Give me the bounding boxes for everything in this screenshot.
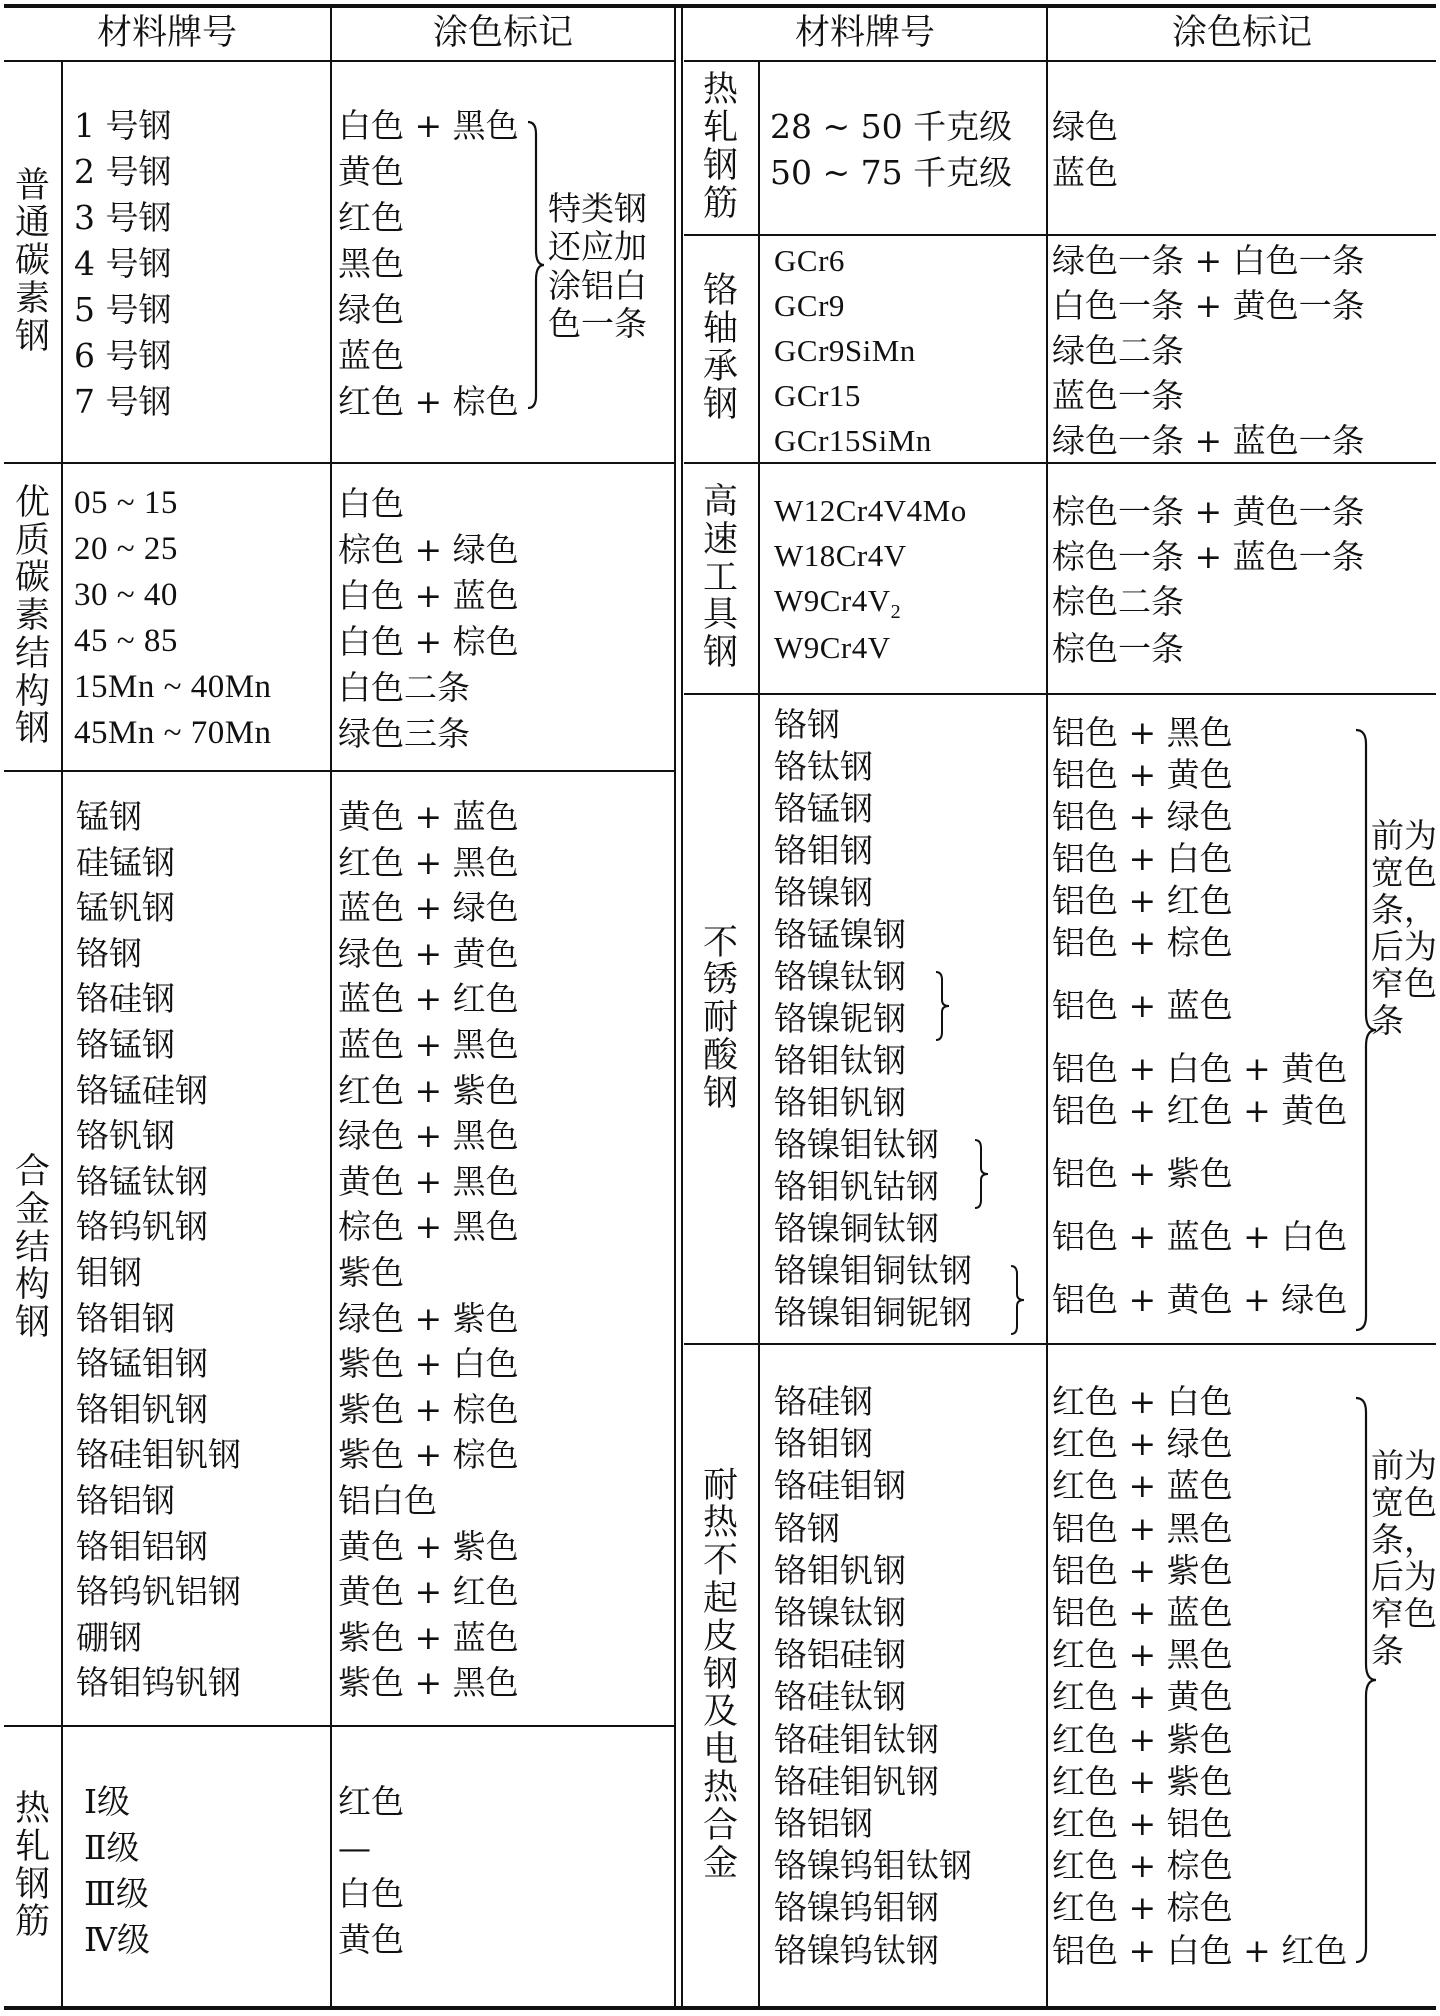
grade-cell: 6 号钢: [74, 336, 172, 375]
grade-cell: 铬锰钛钢: [76, 1161, 208, 1201]
grade-cell: 铬硅钛钢: [774, 1677, 906, 1717]
mark-cell: 白色二条: [338, 668, 470, 707]
pair-brace: [1009, 1264, 1027, 1336]
grade-cell: GCr9SiMn: [774, 333, 916, 368]
grade-cell: 45 ~ 85: [74, 623, 178, 659]
mark-cell: 绿色: [1052, 107, 1118, 146]
mark-cell: 白色 + 棕色: [338, 622, 519, 661]
right-section-rule: [684, 234, 1436, 236]
mark-cell: 紫色 + 棕色: [338, 1435, 519, 1475]
grade-cell: 铬钼钢: [76, 1298, 175, 1338]
grade-cell: 2 号钢: [74, 152, 172, 191]
left-grade-divider: [330, 4, 332, 2008]
grade-cell: 铬镍钛钢: [774, 957, 906, 996]
grade-cell: 铬锰硅钢: [76, 1070, 208, 1110]
mark-cell: 棕色一条: [1052, 629, 1184, 668]
mark-cell: 铝色 + 白色: [1052, 839, 1233, 878]
mark-cell: 蓝色: [338, 336, 404, 375]
center-double-rule-a: [674, 4, 676, 2008]
note-line: 色一条: [548, 303, 647, 343]
grade-cell: 铬镍钼铜钛钢: [774, 1251, 972, 1290]
category-text: 普 通 碳 素 钢: [14, 165, 50, 357]
grade-cell: 7 号钢: [74, 382, 172, 421]
category-label: [683, 695, 758, 1343]
mark-cell: 铝色 + 黑色: [1052, 713, 1233, 752]
grade-cell: 铬钨钒铝钢: [76, 1572, 241, 1612]
mark-cell: 白色: [338, 1874, 404, 1913]
mark-cell: 铝色 + 黄色 + 绿色: [1052, 1280, 1348, 1319]
note-line: 还应加: [548, 227, 647, 267]
header-mark-right: 涂色标记: [1171, 13, 1312, 53]
category-label: [4, 464, 61, 770]
mark-cell: 黑色: [338, 244, 404, 283]
mark-cell: 红色: [338, 198, 404, 237]
mark-cell: 铝色 + 紫色: [1052, 1550, 1233, 1590]
grade-cell: Ⅱ级: [84, 1828, 140, 1867]
mark-cell: 铝色 + 棕色: [1052, 923, 1233, 962]
right-grade-divider: [1046, 4, 1048, 2008]
mark-cell: 红色 + 绿色: [1052, 1424, 1233, 1464]
mark-cell: 紫色: [338, 1253, 404, 1292]
mark-cell: 绿色 + 紫色: [338, 1298, 519, 1338]
mark-cell: 紫色 + 黑色: [338, 1663, 519, 1703]
mark-cell: 黄色 + 红色: [338, 1572, 519, 1612]
mark-cell: 红色 + 棕色: [1052, 1846, 1233, 1886]
category-text: 合 金 结 构 钢: [14, 1152, 50, 1344]
top-border: [4, 4, 1436, 8]
grade-cell: 铬铝钢: [76, 1481, 175, 1520]
grade-cell: 铬钢: [774, 1508, 840, 1548]
mark-cell: 紫色 + 白色: [338, 1344, 519, 1384]
mark-cell: 蓝色: [1052, 153, 1118, 192]
grade-cell: 铬镍钨钼钢: [774, 1888, 939, 1928]
grade-cell: Ⅲ级: [84, 1874, 149, 1913]
grade-cell: 铬硅钢: [76, 979, 175, 1019]
grade-cell: 锰钒钢: [76, 888, 175, 928]
mark-cell: 黄色: [338, 1920, 404, 1959]
grade-cell: 铬钼钒钢: [774, 1550, 906, 1590]
mark-cell: 棕色 + 黑色: [338, 1207, 519, 1247]
mark-cell: 红色 + 紫色: [1052, 1719, 1233, 1759]
grade-cell: 铬锰钢: [774, 789, 873, 828]
grade-cell: Ⅰ级: [84, 1782, 131, 1821]
grade-cell: Ⅳ级: [84, 1920, 150, 1959]
mark-cell: 铝色 + 黑色: [1052, 1508, 1233, 1548]
grade-cell: 铬镍钼铜铌钢: [774, 1293, 972, 1332]
pair-brace: [934, 970, 952, 1042]
mark-cell: 红色: [338, 1782, 404, 1821]
grade-cell: 铬硅钼钢: [774, 1466, 906, 1506]
mark-cell: 白色 + 黑色: [338, 106, 519, 145]
grade-cell: 45Mn ~ 70Mn: [74, 715, 272, 751]
grade-cell: 铬镍钛钢: [774, 1593, 906, 1632]
grade-cell: 铬镍钨钼钛钢: [774, 1846, 972, 1886]
category-text: 热 轧 钢 筋: [702, 70, 738, 224]
mark-cell: 黄色 + 蓝色: [338, 797, 519, 836]
mark-cell: 红色 + 蓝色: [1052, 1466, 1233, 1506]
grade-cell: W9Cr4V: [774, 630, 891, 665]
grade-cell: 铬钼钒钢: [774, 1083, 906, 1122]
right-section-rule: [684, 693, 1436, 695]
mark-cell: 铝色 + 黄色: [1052, 755, 1233, 794]
grade-cell: 铬锰镍钢: [774, 915, 906, 954]
grade-cell: GCr6: [774, 243, 845, 278]
category-text: 优 质 碳 素 结 构 钢: [14, 482, 50, 750]
note-text: 前为宽色条，后为窄色条: [1371, 816, 1437, 1040]
grade-cell: 4 号钢: [74, 244, 172, 283]
grade-cell: 铬钢: [774, 705, 840, 744]
grade-subscript: 2: [890, 601, 902, 624]
mark-cell: 绿色二条: [1052, 331, 1184, 370]
grade-cell: 铬钢: [76, 933, 142, 973]
mark-cell: 红色 + 棕色: [338, 382, 519, 421]
grade-cell: 5 号钢: [74, 290, 172, 329]
category-text: 热 轧 钢 筋: [14, 1788, 50, 1943]
category-label: [683, 62, 758, 234]
category-text: 不 锈 耐 酸 钢: [702, 922, 738, 1114]
grade-cell: 钼钢: [76, 1253, 142, 1292]
note-line: 涂铝白: [548, 265, 647, 305]
grade-cell: 铬钨钒钢: [76, 1207, 208, 1247]
mark-cell: 铝色 + 绿色: [1052, 797, 1233, 836]
mark-cell: 绿色: [338, 290, 404, 329]
grade-cell: 铬钼钢: [774, 1424, 873, 1464]
header-rule-left: [4, 60, 676, 62]
group-brace: [526, 120, 546, 410]
mark-cell: 红色 + 白色: [1052, 1382, 1233, 1421]
mark-cell: 紫色 + 蓝色: [338, 1617, 519, 1657]
left-cat-divider: [61, 62, 63, 2008]
mark-cell: —: [338, 1828, 371, 1867]
mark-cell: 白色一条 + 黄色一条: [1052, 286, 1365, 325]
grade-cell: 铬镍钢: [774, 873, 873, 912]
mark-cell: 铝色 + 蓝色 + 白色: [1052, 1217, 1348, 1256]
left-section-rule: [4, 462, 676, 464]
grade-cell: 铬钼铝钢: [76, 1526, 208, 1566]
grade-cell: 28 ~ 50 千克级: [770, 107, 1013, 146]
grade-cell: [774, 585, 901, 622]
mark-cell: 红色 + 黑色: [1052, 1635, 1233, 1675]
grade-cell: 铬镍铌钢: [774, 999, 906, 1038]
grade-cell: 05 ~ 15: [74, 485, 178, 521]
grade-cell: 铬硅钼钛钢: [774, 1719, 939, 1759]
grade-cell: 铬钒钢: [76, 1116, 175, 1156]
mark-cell: 绿色三条: [338, 714, 470, 753]
mark-cell: 铝色 + 红色 + 黄色: [1052, 1091, 1348, 1130]
grade-cell: 15Mn ~ 40Mn: [74, 669, 272, 705]
grade-cell: 铬钼钢: [774, 831, 873, 870]
grade-cell: GCr9: [774, 288, 845, 323]
category-label: [683, 1345, 758, 2006]
grade-cell: 铬钼钒钴钢: [774, 1167, 939, 1206]
note-line: 特类钢: [548, 189, 647, 228]
mark-cell: 棕色一条 + 黄色一条: [1052, 492, 1365, 531]
grade-cell: 铬镍钼钛钢: [774, 1125, 939, 1164]
grade-cell: 硅锰钢: [76, 842, 175, 882]
grade-cell: 铬硅钼钒钢: [76, 1435, 241, 1475]
grade-cell: 20 ~ 25: [74, 531, 178, 567]
mark-cell: 绿色一条 + 白色一条: [1052, 241, 1365, 280]
grade-cell: 铬硅钼钒钢: [774, 1761, 939, 1801]
mark-cell: 白色: [338, 484, 404, 523]
category-label: [4, 772, 61, 1725]
grade-base: W9Cr4V: [774, 583, 891, 618]
grade-cell: 铬镍铜钛钢: [774, 1209, 939, 1248]
mark-cell: 绿色一条 + 蓝色一条: [1052, 421, 1365, 460]
grade-cell: 铬铝钢: [774, 1804, 873, 1843]
mark-cell: 黄色: [338, 152, 404, 191]
mark-cell: 红色 + 棕色: [1052, 1888, 1233, 1928]
right-section-rule: [684, 462, 1436, 464]
note-text: 前为宽色条，后为窄色条: [1371, 1446, 1437, 1670]
category-text: 铬 轴 承 钢: [702, 271, 738, 425]
mark-cell: 红色 + 铝色: [1052, 1804, 1233, 1843]
header-mark-left: 涂色标记: [432, 13, 573, 53]
mark-cell: 铝白色: [338, 1481, 437, 1520]
stripe-note: [1371, 816, 1437, 1040]
mark-cell: 棕色一条 + 蓝色一条: [1052, 537, 1365, 576]
mark-cell: 铝色 + 紫色: [1052, 1154, 1233, 1193]
grade-cell: GCr15: [774, 378, 861, 413]
mark-cell: 蓝色 + 黑色: [338, 1025, 519, 1064]
mark-cell: 红色 + 黑色: [338, 842, 519, 882]
grade-cell: 铬锰钼钢: [76, 1344, 208, 1384]
mark-cell: 绿色 + 黑色: [338, 1116, 519, 1156]
grade-cell: 3 号钢: [74, 198, 172, 237]
left-section-rule: [4, 770, 676, 772]
grade-cell: 铬钼钨钒钢: [76, 1663, 241, 1703]
grade-cell: 1 号钢: [74, 106, 172, 145]
bottom-border: [4, 2006, 1436, 2010]
mark-cell: 绿色 + 黄色: [338, 933, 519, 973]
header-rule-right: [684, 60, 1436, 62]
left-section-rule: [4, 1725, 676, 1727]
category-text: 高 速 工 具 钢: [702, 482, 738, 674]
right-cat-divider: [758, 62, 760, 2008]
mark-cell: 棕色 + 绿色: [338, 530, 519, 569]
grade-cell: 铬硅钢: [774, 1382, 873, 1421]
grade-cell: 锰钢: [76, 797, 142, 836]
mark-cell: 蓝色 + 红色: [338, 979, 519, 1019]
grade-cell: W18Cr4V: [774, 538, 907, 573]
stripe-note: [1371, 1446, 1437, 1670]
mark-cell: 铝色 + 蓝色: [1052, 986, 1233, 1025]
mark-cell: 黄色 + 黑色: [338, 1161, 519, 1201]
mark-cell: 蓝色 + 绿色: [338, 888, 519, 928]
grade-cell: 硼钢: [76, 1617, 142, 1657]
header-grade-left: 材料牌号: [96, 13, 237, 53]
mark-cell: 铝色 + 红色: [1052, 881, 1233, 920]
pair-brace: [973, 1138, 991, 1210]
grade-cell: 30 ~ 40: [74, 577, 178, 613]
grade-cell: 铬锰钢: [76, 1025, 175, 1064]
grade-cell: 铬铝硅钢: [774, 1635, 906, 1675]
special-steel-note: [548, 190, 647, 343]
mark-cell: 黄色 + 紫色: [338, 1526, 519, 1566]
category-label: [683, 236, 758, 462]
category-label: [4, 62, 61, 462]
grade-cell: 铬镍钨钛钢: [774, 1930, 939, 1970]
mark-cell: 铝色 + 白色 + 红色: [1052, 1930, 1348, 1970]
mark-cell: 铝色 + 蓝色: [1052, 1593, 1233, 1632]
mark-cell: 红色 + 黄色: [1052, 1677, 1233, 1717]
category-label: [4, 1727, 61, 2006]
mark-cell: 棕色二条: [1052, 582, 1184, 621]
mark-cell: 白色 + 蓝色: [338, 576, 519, 615]
category-label: [683, 464, 758, 693]
grade-cell: 铬钼钒钢: [76, 1389, 208, 1429]
mark-cell: 铝色 + 白色 + 黄色: [1052, 1049, 1348, 1088]
header-grade-right: 材料牌号: [794, 13, 935, 53]
mark-cell: 蓝色一条: [1052, 376, 1184, 415]
grade-cell: 铬钼钛钢: [774, 1041, 906, 1080]
right-section-rule: [684, 1343, 1436, 1345]
mark-cell: 红色 + 紫色: [338, 1070, 519, 1110]
grade-cell: 50 ~ 75 千克级: [770, 153, 1013, 192]
grade-cell: W12Cr4V4Mo: [774, 493, 967, 528]
grade-cell: GCr15SiMn: [774, 423, 932, 458]
mark-cell: 红色 + 紫色: [1052, 1761, 1233, 1801]
mark-cell: 紫色 + 棕色: [338, 1389, 519, 1429]
grade-cell: 铬钛钢: [774, 747, 873, 786]
category-text: 耐 热 不 起 皮 钢 及 电 热 合 金: [702, 1465, 738, 1884]
